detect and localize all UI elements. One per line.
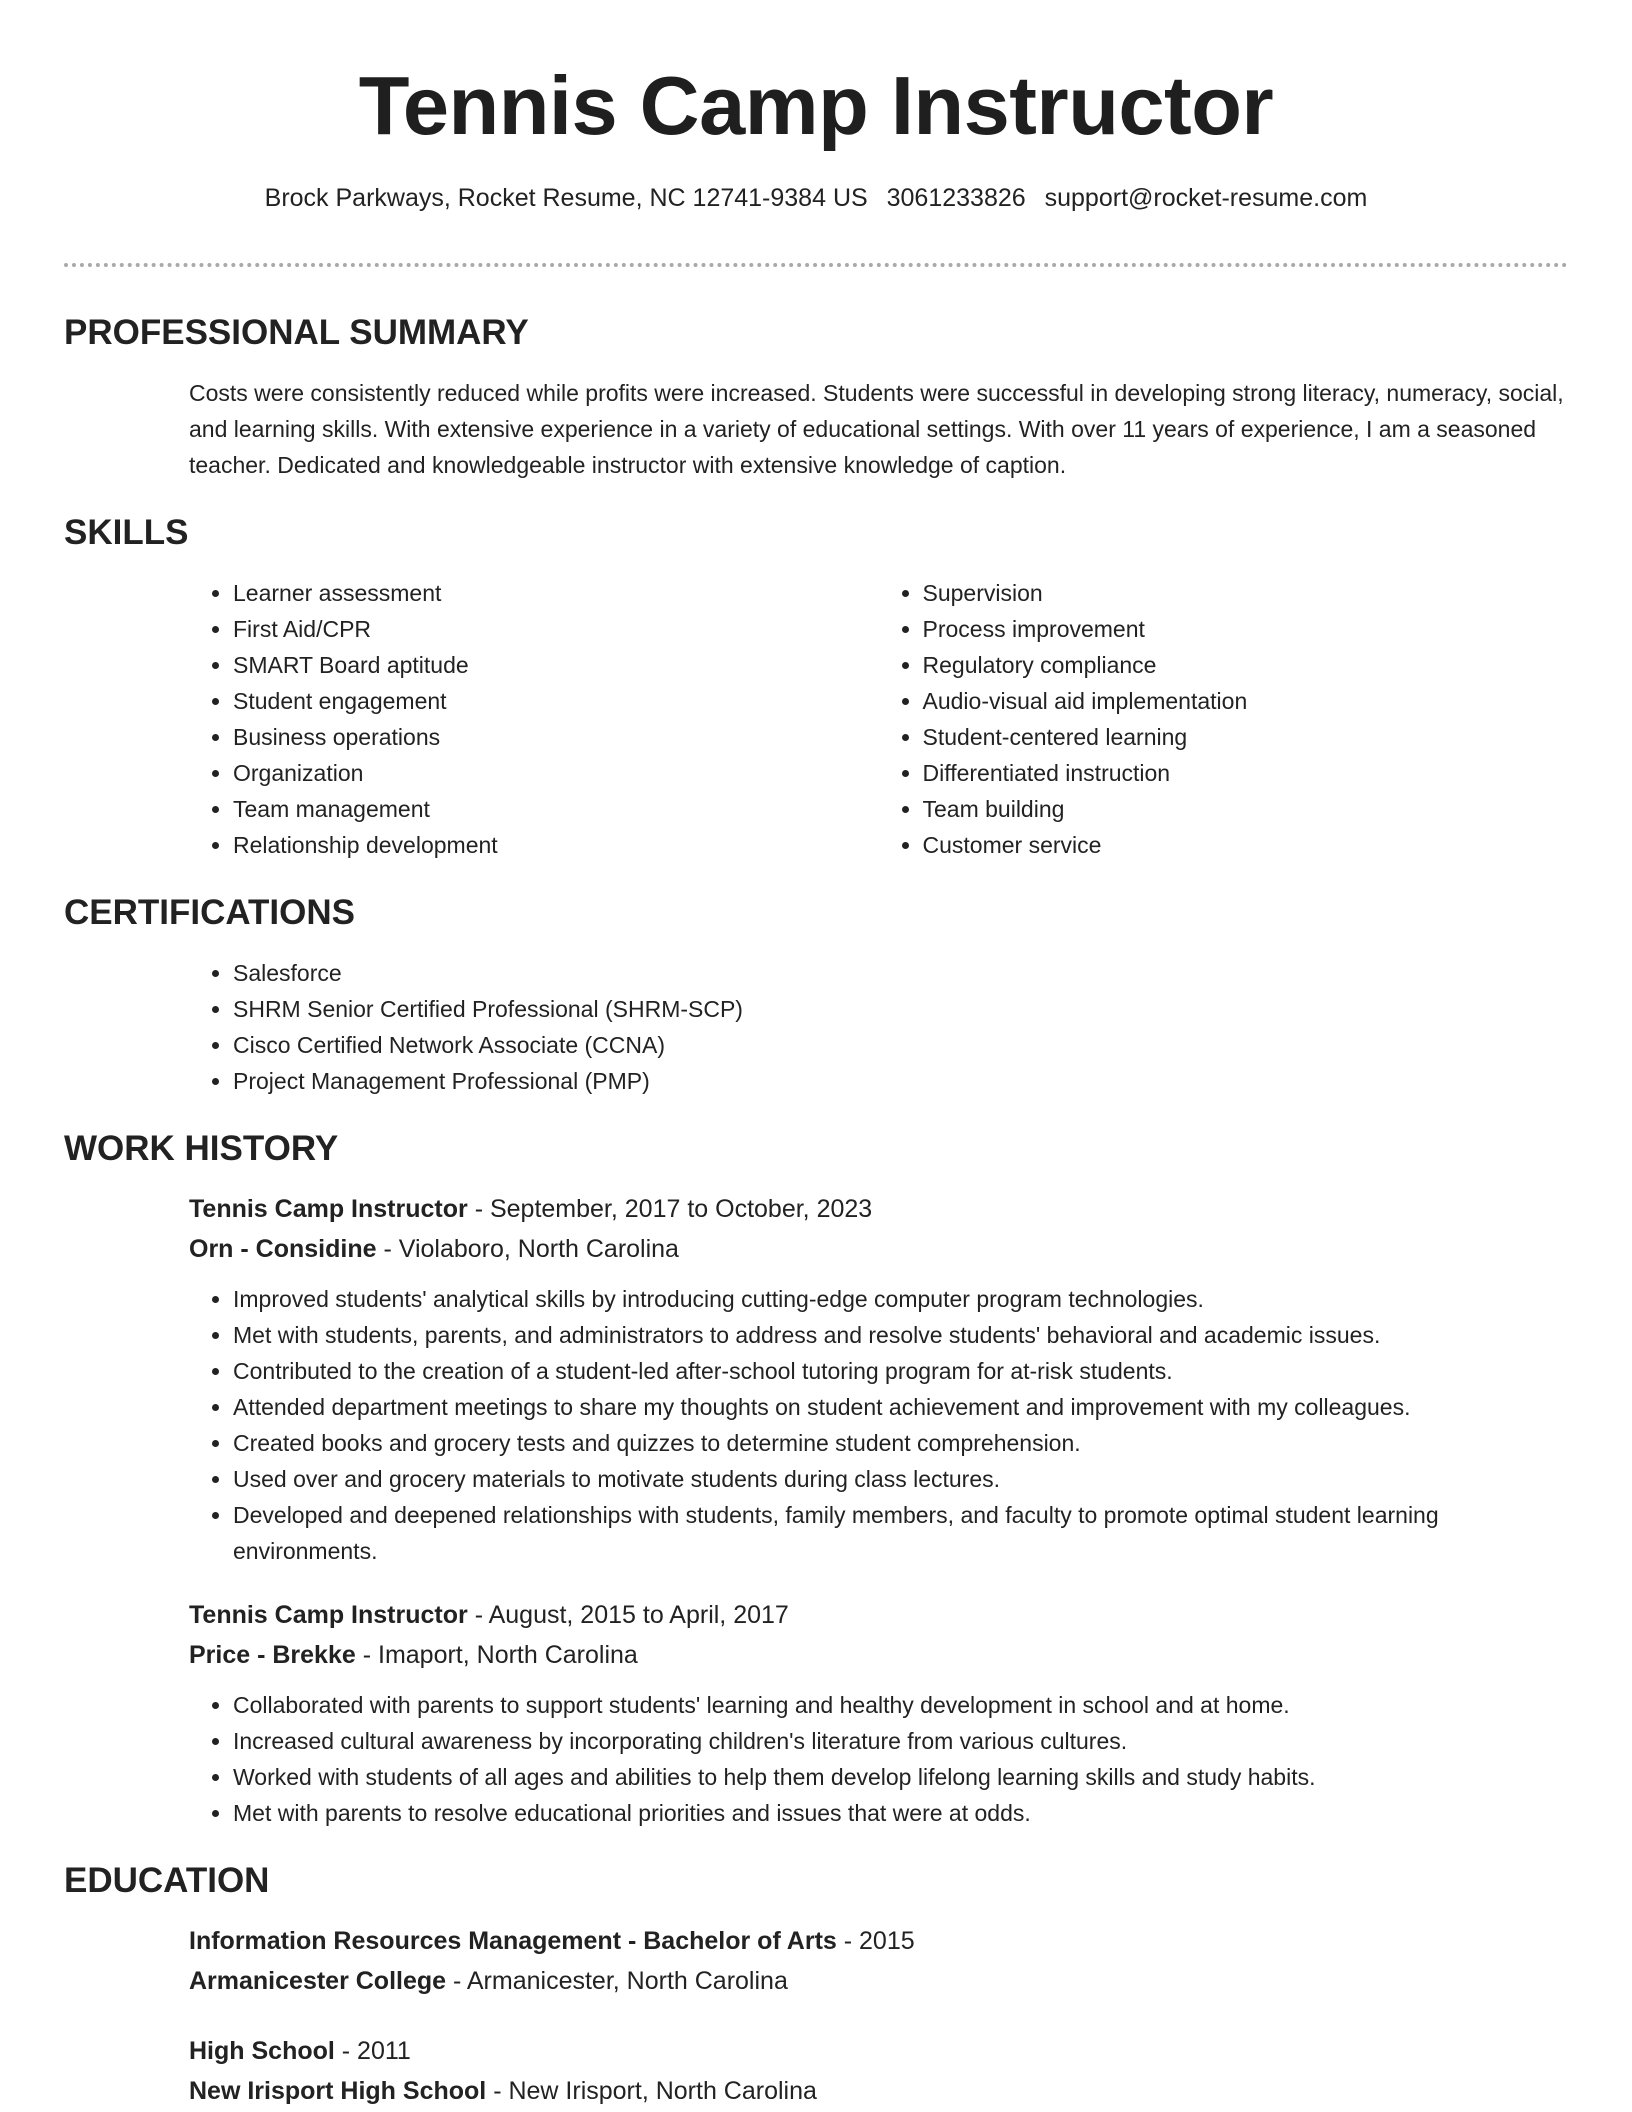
job-dates: - August, 2015 to April, 2017 — [467, 1601, 789, 1629]
summary-heading: PROFESSIONAL SUMMARY — [64, 313, 529, 352]
list-item: • Process improvement — [923, 611, 1569, 647]
list-item: • Organization — [233, 755, 879, 791]
contact-email: support@rocket-resume.com — [1044, 184, 1368, 212]
education-location: - Armanicester, North Carolina — [446, 1967, 788, 1995]
work-history-section — [189, 1189, 1568, 1831]
list-item: • Regulatory compliance — [923, 647, 1569, 683]
list-item: • Developed and deepened relationships with students, family members, and faculty to promote optimal student learning environments. — [233, 1497, 1568, 1569]
job-title-line — [189, 1189, 1568, 1229]
skills-section — [189, 575, 1568, 863]
skills-list-left — [189, 575, 879, 863]
skills-heading: SKILLS — [64, 513, 189, 552]
job-entry — [189, 1189, 1568, 1569]
list-item: • Student engagement — [233, 683, 879, 719]
list-item: • Worked with students of all ages and abilities to help them develop lifelong learning skills and study habits. — [233, 1759, 1568, 1795]
list-item: • Team building — [923, 791, 1569, 827]
job-bullets — [189, 1281, 1568, 1569]
list-item: • Supervision — [923, 575, 1569, 611]
skills-list-right — [879, 575, 1569, 863]
header-divider — [64, 263, 1568, 267]
list-item: • Salesforce — [233, 955, 1568, 991]
certifications-list — [189, 955, 1568, 1099]
summary-section — [189, 375, 1568, 483]
list-item: • Attended department meetings to share my thoughts on student achievement and improvement with my colleagues. — [233, 1389, 1568, 1425]
list-item: • Learner assessment — [233, 575, 879, 611]
job-bullets — [189, 1687, 1568, 1831]
education-entry — [189, 2031, 1568, 2111]
contact-address: Brock Parkways, Rocket Resume, NC 12741-9384 US — [264, 184, 868, 212]
education-degree-line — [189, 1921, 1568, 1961]
job-company-line — [189, 1229, 1568, 1269]
education-section — [189, 1921, 1568, 2111]
job-location: - Imaport, North Carolina — [355, 1641, 638, 1669]
list-item: • Relationship development — [233, 827, 879, 863]
education-school-line — [189, 2071, 1568, 2111]
list-item: • Audio-visual aid implementation — [923, 683, 1569, 719]
education-degree-line — [189, 2031, 1568, 2071]
list-item: • Collaborated with parents to support students' learning and healthy development in school and at home. — [233, 1687, 1568, 1723]
certifications-section — [189, 955, 1568, 1099]
education-location: - New Irisport, North Carolina — [486, 2077, 817, 2105]
list-item: • Customer service — [923, 827, 1569, 863]
job-company: Orn - Considine — [189, 1235, 377, 1263]
list-item: • Met with parents to resolve educational priorities and issues that were at odds. — [233, 1795, 1568, 1831]
work-history-heading: WORK HISTORY — [64, 1129, 339, 1168]
education-degree: Information Resources Management - Bachelor of Arts — [189, 1927, 837, 1955]
education-school: Armanicester College — [189, 1967, 447, 1995]
list-item: • SHRM Senior Certified Professional (SHRM-SCP) — [233, 991, 1568, 1027]
job-title-line — [189, 1595, 1568, 1635]
education-school: New Irisport High School — [189, 2077, 487, 2105]
list-item: • First Aid/CPR — [233, 611, 879, 647]
job-role: Tennis Camp Instructor — [189, 1601, 468, 1629]
education-year: - 2011 — [334, 2037, 411, 2065]
certifications-heading: CERTIFICATIONS — [64, 893, 356, 932]
page-title: Tennis Camp Instructor — [358, 59, 1274, 152]
list-item: • Cisco Certified Network Associate (CCNA) — [233, 1027, 1568, 1063]
job-location: - Violaboro, North Carolina — [376, 1235, 679, 1263]
list-item: • Increased cultural awareness by incorporating children's literature from various cultures. — [233, 1723, 1568, 1759]
list-item: • Met with students, parents, and administrators to address and resolve students' behavioral and academic issues. — [233, 1317, 1568, 1353]
list-item: • SMART Board aptitude — [233, 647, 879, 683]
job-entry — [189, 1595, 1568, 1831]
list-item: • Differentiated instruction — [923, 755, 1569, 791]
education-degree: High School — [189, 2037, 335, 2065]
list-item: • Business operations — [233, 719, 879, 755]
job-dates: - September, 2017 to October, 2023 — [467, 1195, 873, 1223]
education-year: - 2015 — [836, 1927, 915, 1955]
list-item: • Created books and grocery tests and quizzes to determine student comprehension. — [233, 1425, 1568, 1461]
education-school-line — [189, 1961, 1568, 2001]
summary-text: Costs were consistently reduced while profits were increased. Students were successful in developing strong literacy, numeracy, social, and learning skills. With extensive experience in a variety of educational settings. With over 11 years of experience, I am a seasoned teacher. Dedicated and knowledgeable instructor with extensive knowledge of caption. — [189, 380, 1564, 478]
list-item: • Improved students' analytical skills by introducing cutting-edge computer program technologies. — [233, 1281, 1568, 1317]
education-heading: EDUCATION — [64, 1861, 270, 1900]
contact-phone: 3061233826 — [886, 184, 1026, 212]
list-item: • Student-centered learning — [923, 719, 1569, 755]
list-item: • Used over and grocery materials to motivate students during class lectures. — [233, 1461, 1568, 1497]
job-company: Price - Brekke — [189, 1641, 356, 1669]
list-item: • Team management — [233, 791, 879, 827]
list-item: • Project Management Professional (PMP) — [233, 1063, 1568, 1099]
education-entry — [189, 1921, 1568, 2001]
contact-line — [0, 182, 1632, 214]
job-role: Tennis Camp Instructor — [189, 1195, 468, 1223]
list-item: • Contributed to the creation of a student-led after-school tutoring program for at-risk students. — [233, 1353, 1568, 1389]
job-company-line — [189, 1635, 1568, 1675]
